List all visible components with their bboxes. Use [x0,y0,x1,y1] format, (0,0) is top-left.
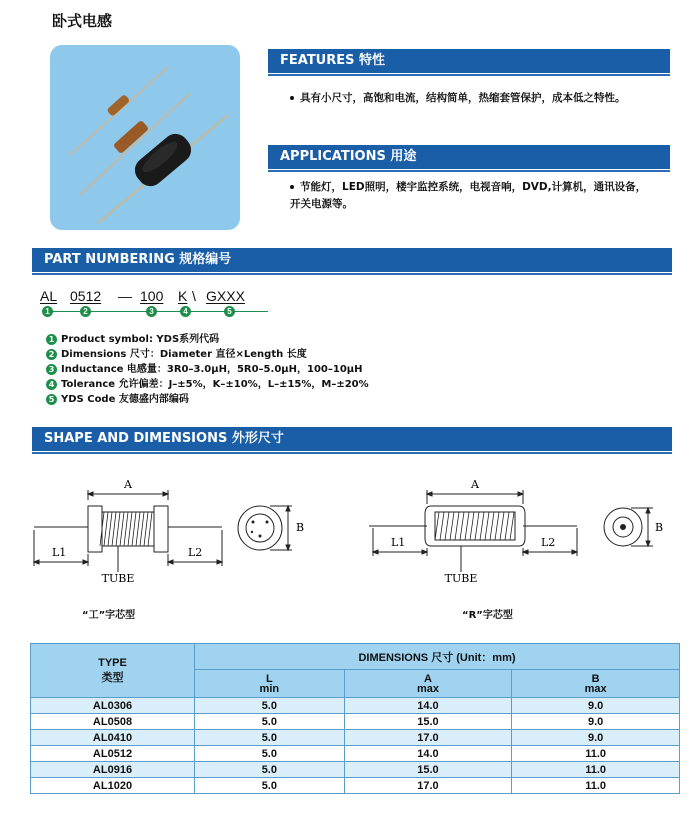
part-numbering-header: PART NUMBERING 规格编号 [32,248,672,272]
applications-header: APPLICATIONS 用途 [268,145,670,169]
col-header-l: L min [195,670,345,698]
part-number-legend [46,332,369,407]
product-photo [50,45,240,230]
shape-dimensions-header: SHAPE AND DIMENSIONS 外形尺寸 [32,427,672,451]
dim-label-tube: TUBE [101,572,135,585]
r-core-drawing [365,470,685,590]
dimensions-table [30,643,680,794]
pn-seg-code: GXXX [206,288,245,304]
pn-seg-dimensions: 0512 [70,288,102,304]
pn-marker-5: 5 [224,306,235,317]
caption-r-core: “R”字芯型 [462,610,513,621]
caption-i-core: “工”字芯型 [82,610,136,621]
page-title: 卧式电感 [52,12,113,30]
table-row: AL1020 5.0 17.0 11.0 [31,778,680,794]
pn-seg-slash: \ [192,288,196,304]
dim-label-a: A [124,478,132,491]
table-row: AL0508 5.0 15.0 9.0 [31,714,680,730]
pn-marker-2: 2 [80,306,91,317]
dim-label-b: B [655,521,664,534]
col-header-a: A max [344,670,512,698]
dim-label-tube: TUBE [444,572,478,585]
table-row: AL0512 5.0 14.0 11.0 [31,746,680,762]
dim-label-l2: L2 [188,546,203,559]
legend-item: 2 Dimensions 尺寸：Diameter 直径×Length 长度 [46,347,369,362]
type-header: TYPE 类型 [31,644,195,698]
dim-label-b: B [296,521,305,534]
legend-item: 1 Product symbol: YDS系列代码 [46,332,369,347]
features-header: FEATURES 特性 [268,49,670,73]
pn-marker-4: 4 [180,306,191,317]
legend-item: 5 YDS Code 友德盛内部编码 [46,392,369,407]
dim-label-l2: L2 [541,536,556,549]
col-header-b: B max [512,670,680,698]
dimensions-header: DIMENSIONS 尺寸 (Unit：mm) [195,644,680,670]
dim-label-l1: L1 [52,546,67,559]
legend-item: 3 Inductance 电感量：3R0–3.0μH，5R0–5.0μH，100–10μH [46,362,369,377]
pn-seg-inductance: 100 [140,288,164,304]
dim-label-l1: L1 [391,536,406,549]
bullet-icon [290,96,294,100]
table-row: AL0916 5.0 15.0 11.0 [31,762,680,778]
pn-marker-1: 1 [42,306,53,317]
features-item: 具有小尺寸，高饱和电流，结构简单，热缩套管保护，成本低之特性。 [290,90,626,107]
applications-text: 节能灯，LED照明，楼宇监控系统，电视音响，DVD,计算机，通讯设备， 开关电源等。 [290,181,647,210]
part-number-example [40,288,300,318]
i-core-drawing [30,470,330,590]
bullet-icon [290,185,294,189]
legend-item: 4 Tolerance 允许偏差：J–±5%，K–±10%，L–±15%，M–±20% [46,377,369,392]
table-row: AL0306 5.0 14.0 9.0 [31,698,680,714]
pn-seg-tolerance: K [178,288,188,304]
dim-label-a: A [471,478,479,491]
pn-marker-3: 3 [146,306,157,317]
table-row: AL0410 5.0 17.0 9.0 [31,730,680,746]
inductor-photo-illustration [50,45,240,230]
pn-seg-dash: — [118,288,132,304]
pn-seg-series: AL [40,288,58,304]
